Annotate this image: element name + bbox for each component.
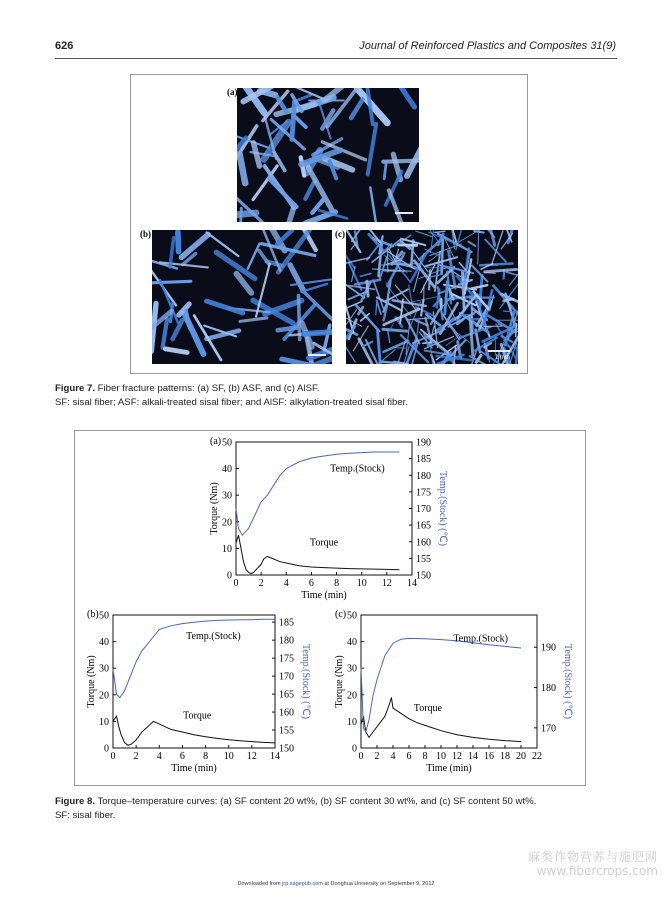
y-axis-label: Torque (Nm) [209, 482, 220, 535]
watermark-url: www.fibercrops.com [536, 864, 658, 878]
x-tick-label: 14 [270, 751, 280, 762]
y2-tick-label: 175 [279, 653, 294, 665]
y2-tick-label: 150 [279, 743, 294, 755]
y-tick-label: 20 [347, 690, 357, 702]
figure7-caption-note: SF: sisal fiber; ASF: alkali-treated sisal fiber; and AlSF: alkylation-treated sisal fiber. [55, 397, 408, 408]
y2-axis-label: Temp.(Stock) (℃) [300, 644, 311, 719]
y2-tick-label: 190 [416, 437, 431, 449]
y2-tick-label: 155 [279, 725, 294, 737]
plot-area [361, 615, 537, 748]
temperature-series-label: Temp.(Stock) [186, 630, 241, 642]
y-tick-label: 30 [99, 663, 109, 675]
y-tick-label: 50 [347, 610, 357, 622]
x-tick-label: 4 [156, 751, 162, 762]
x-axis-label: Time (min) [301, 590, 347, 601]
y2-tick-label: 160 [279, 707, 294, 719]
footer-link[interactable]: jrp.sagepub.com [282, 881, 323, 887]
temperature-series-line [361, 638, 521, 732]
x-tick-label: 2 [133, 751, 139, 762]
footer-prefix: Downloaded from [237, 881, 283, 887]
x-tick-label: 0 [110, 751, 116, 762]
y2-axis-label: Temp.(Stock) (℃) [437, 471, 448, 546]
y-tick-label: 40 [222, 464, 232, 476]
y-tick-label: 10 [222, 543, 232, 555]
scale-label: 1 mm [495, 355, 510, 361]
panel-label: (c) [335, 609, 347, 620]
figure7-caption-text: Fiber fracture patterns: (a) SF, (b) ASF, and (c) AlSF. [97, 383, 320, 394]
figure8-caption [55, 795, 635, 808]
y2-tick-label: 150 [416, 570, 431, 582]
y-tick-label: 0 [227, 570, 232, 582]
y2-tick-label: 170 [279, 671, 294, 683]
y2-tick-label: 165 [416, 520, 431, 532]
x-tick-label: 6 [179, 751, 185, 762]
panel-label-b: (b) [140, 229, 151, 239]
figure8-caption-label: Figure 8. [55, 796, 95, 807]
y-tick-label: 40 [99, 637, 109, 649]
x-tick-label: 18 [500, 751, 510, 762]
x-tick-label: 12 [452, 751, 462, 762]
x-tick-label: 2 [374, 751, 380, 762]
y2-tick-label: 180 [416, 470, 431, 482]
temperature-series-label: Temp.(Stock) [453, 633, 508, 645]
y-tick-label: 10 [347, 716, 357, 728]
panel-label: (a) [210, 436, 222, 447]
y-tick-label: 10 [99, 716, 109, 728]
y2-tick-label: 180 [541, 683, 556, 695]
x-axis-label: Time (min) [171, 763, 217, 774]
panel-label-a: (a) [227, 87, 238, 97]
y-tick-label: 20 [99, 690, 109, 702]
y-tick-label: 20 [222, 517, 232, 529]
temperature-series-label: Temp.(Stock) [330, 463, 385, 475]
torque-series-label: Torque [183, 710, 212, 722]
download-footer [0, 881, 672, 887]
y-axis-label: Torque (Nm) [334, 655, 345, 708]
journal-title: Journal of Reinforced Plastics and Composites 31(9) [359, 40, 616, 52]
panel-label: (b) [87, 609, 99, 620]
y-tick-label: 0 [352, 743, 357, 755]
footer-suffix: at Donghua University on September 9, 2012 [322, 881, 435, 887]
x-tick-label: 12 [381, 578, 392, 589]
x-tick-label: 8 [422, 751, 428, 762]
x-tick-label: 8 [334, 578, 340, 589]
torque-series-label: Torque [413, 702, 442, 714]
y2-tick-label: 180 [279, 635, 294, 647]
panel-label-c: (c) [335, 229, 345, 239]
y-tick-label: 0 [104, 743, 109, 755]
y-tick-label: 50 [99, 610, 109, 622]
x-tick-label: 0 [358, 751, 364, 762]
y-axis-label: Torque (Nm) [86, 655, 97, 708]
y2-tick-label: 160 [416, 537, 431, 549]
x-axis-label: Time (min) [426, 763, 472, 774]
y-tick-label: 30 [347, 663, 357, 675]
x-tick-label: 10 [223, 751, 234, 762]
y2-tick-label: 185 [279, 617, 294, 629]
y2-tick-label: 170 [416, 504, 431, 515]
x-tick-label: 4 [390, 751, 396, 762]
x-tick-label: 12 [246, 751, 257, 762]
x-tick-label: 16 [484, 751, 494, 762]
x-tick-label: 20 [516, 751, 526, 762]
plot-area [236, 442, 412, 575]
x-tick-label: 22 [532, 751, 542, 762]
y2-axis-label: Temp.(Stock) (℃) [562, 644, 573, 719]
x-tick-label: 6 [406, 751, 412, 762]
y-tick-label: 40 [347, 637, 357, 649]
x-tick-label: 4 [283, 578, 289, 589]
x-tick-label: 0 [233, 578, 239, 589]
y-tick-label: 50 [222, 437, 232, 449]
torque-series-label: Torque [309, 537, 339, 549]
y2-tick-label: 175 [416, 487, 431, 499]
y2-tick-label: 185 [416, 454, 431, 466]
x-tick-label: 14 [407, 578, 417, 589]
figure7-caption-label: Figure 7. [55, 383, 95, 394]
page-number: 626 [55, 40, 74, 52]
y2-tick-label: 170 [541, 723, 556, 735]
x-tick-label: 2 [258, 578, 264, 589]
figure8-caption-text: Torque–temperature curves: (a) SF content 20 wt%, (b) SF content 30 wt%, and (c) SF content 50 wt%. [97, 796, 537, 807]
x-tick-label: 6 [308, 578, 314, 589]
y2-tick-label: 165 [279, 689, 294, 701]
x-tick-label: 8 [203, 751, 209, 762]
watermark-chinese: 麻类作物营养与施肥网 [527, 850, 658, 864]
y-tick-label: 30 [222, 490, 232, 502]
figure8-caption-note: SF: sisal fiber. [55, 810, 116, 821]
x-tick-label: 14 [468, 751, 478, 762]
x-tick-label: 10 [436, 751, 446, 762]
y2-tick-label: 155 [416, 553, 431, 565]
y2-tick-label: 190 [541, 642, 556, 654]
x-tick-label: 10 [356, 578, 367, 589]
